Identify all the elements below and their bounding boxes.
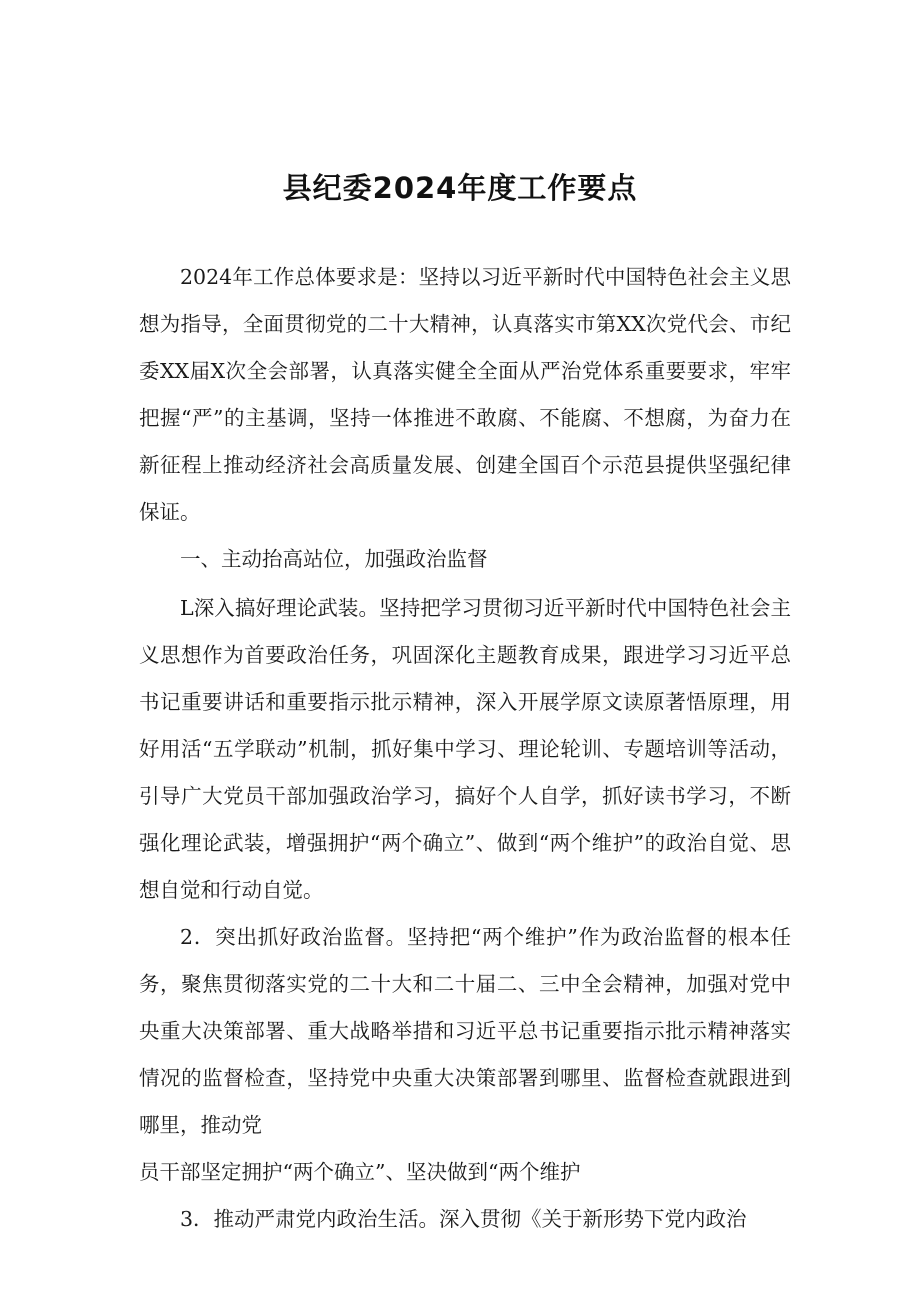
item-2-paragraph: 2．突出抓好政治监督。坚持把“两个维护”作为政治监督的根本任务，聚焦贯彻落实党的二十大和二十届二、三中全会精神，加强对党中央重大决策部署、重大战略举措和习近平总书记重要指示批示精神落实情况的监督检查，坚持党中央重大决策部署到哪里、监督检查就跟进到哪里，推动党 [139,925,791,1137]
item-3-paragraph: 3．推动严肃党内政治生活。深入贯彻《关于新形势下党内政治 [180,1207,747,1231]
item-1-paragraph: L深入搞好理论武装。坚持把学习贯彻习近平新时代中国特色社会主义思想作为首要政治任务，巩固深化主题教育成果，跟进学习习近平总书记重要讲话和重要指示批示精神，深入开展学原文读原著悟原理，用好用活“五学联动”机制，抓好集中学习、理论轮训、专题培训等活动，引导广大党员干部加强政治学习，搞好个人自学，抓好读书学习，不断强化理论武装，增强拥护“两个确立”、做到“两个维护”的政治自觉、思想自觉和行动自觉。 [139,596,791,902]
general-requirements-paragraph: 2024年工作总体要求是：坚持以习近平新时代中国特色社会主义思想为指导，全面贯彻党的二十大精神，认真落实市第XX次党代会、市纪委XX届X次全会部署，认真落实健全全面从严治党体系重要要求，牢牢把握“严”的主基调，坚持一体推进不敢腐、不能腐、不想腐，为奋力在新征程上推动经济社会高质量发展、创建全国百个示范县提供坚强纪律保证。 [139,265,791,524]
document-body [139,254,791,1243]
document-title: 县纪委2024年度工作要点 [282,171,638,205]
section-heading-1: 一、主动抬高站位，加强政治监督 [180,547,488,571]
item-2-continuation: 员干部坚定拥护“两个确立”、坚决做到“两个维护 [139,1160,581,1184]
